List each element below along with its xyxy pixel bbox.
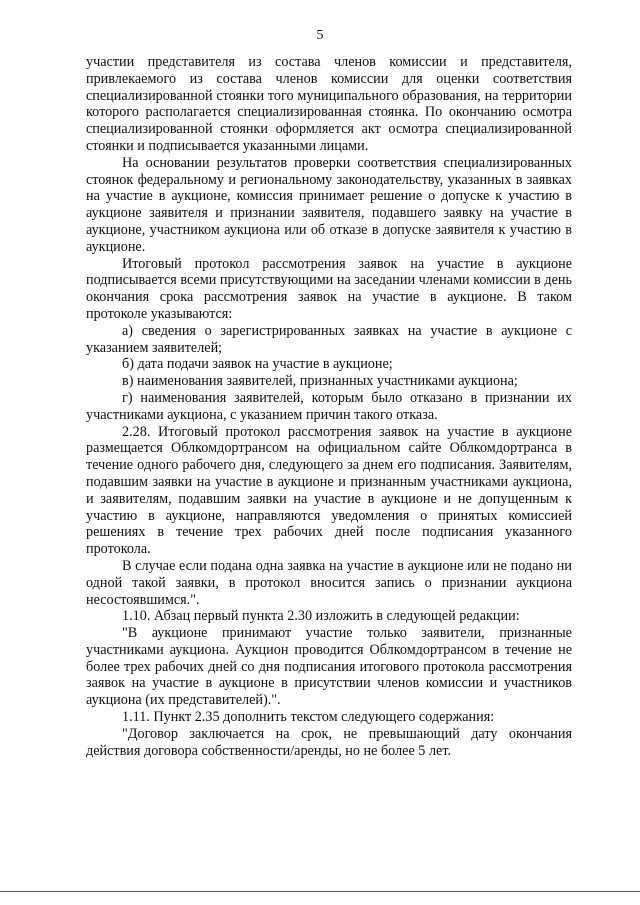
list-item-b: б) дата подачи заявок на участие в аукционе; bbox=[122, 356, 393, 373]
paragraph-final-protocol: Итоговый протокол рассмотрения заявок на участие в аукционе подписывается всеми присутствующими на заседании членами комиссии в день окончания срока рассмотрения заявок на участие в аукционе. В таком протоколе указываются: bbox=[86, 255, 572, 322]
paragraph-clause-2-30-text: "В аукционе принимают участие только заявители, признанные участниками аукциона. Аукцион проводится Облкомдортрансом в течение не более трех рабочих дней со дня подписания итогового протокола рассмотрения заявок на участие в аукционе в присутствии членов комиссии и участников аукциона (их представителей).". bbox=[86, 625, 572, 709]
paragraph-inspection-act: участии представителя из состава членов комиссии и представителя, привлекаемого из состава членов комиссии для оценки соответствия специализированной стоянки того муниципального образования, на территории которого располагается специализированная стоянка. По окончанию осмотра специализированной стоянки оформляется акт осмотра специализированной стоянки и подписывается указанными лицами. bbox=[86, 54, 572, 154]
bottom-divider bbox=[0, 891, 640, 892]
paragraph-clause-1-10: 1.10. Абзац первый пункта 2.30 изложить в следующей редакции: bbox=[122, 608, 520, 625]
paragraph-contract-term: "Договор заключается на срок, не превышающий дату окончания действия договора собственности/аренды, но не более 5 лет. bbox=[86, 725, 572, 759]
paragraph-auction-failed: В случае если подана одна заявка на участие в аукционе или не подано ни одной такой заявки, в протокол вносится запись о признании аукциона несостоявшимся.". bbox=[86, 557, 572, 608]
paragraph-clause-2-28: 2.28. Итоговый протокол рассмотрения заявок на участие в аукционе размещается Облкомдортрансом на официальном сайте Облкомдортранса в течение одного рабочего дня, следующего за днем его подписания. Заявителям, подавшим заявки на участие в аукционе и признанным участниками аукциона, и заявителям, подавшим заявки на участие в аукционе и не допущенным к участию в аукционе, направляются уведомления о принятых комиссией решениях в течение трех рабочих дней после подписания указанного протокола. bbox=[86, 423, 572, 558]
list-item-v: в) наименования заявителей, признанных участниками аукциона; bbox=[122, 373, 518, 390]
paragraph-admission-decision: На основании результатов проверки соответствия специализированных стоянок федеральному и региональному законодательству, указанных в заявках на участие в аукционе, комиссия принимает решение о допуске к участию в аукционе заявителя и признании заявителя, подавшего заявку на участие в аукционе, участником аукциона или об отказе в допуске заявителя к участию в аукционе. bbox=[86, 154, 572, 255]
list-item-a: а) сведения о зарегистрированных заявках на участие в аукционе с указанием заявителей; bbox=[86, 322, 572, 356]
page-number: 5 bbox=[316, 28, 324, 43]
paragraph-clause-1-11: 1.11. Пункт 2.35 дополнить текстом следующего содержания: bbox=[122, 709, 495, 726]
document-body bbox=[86, 54, 572, 759]
list-item-g: г) наименования заявителей, которым было отказано в признании их участниками аукциона, с указанием причин такого отказа. bbox=[86, 389, 572, 423]
